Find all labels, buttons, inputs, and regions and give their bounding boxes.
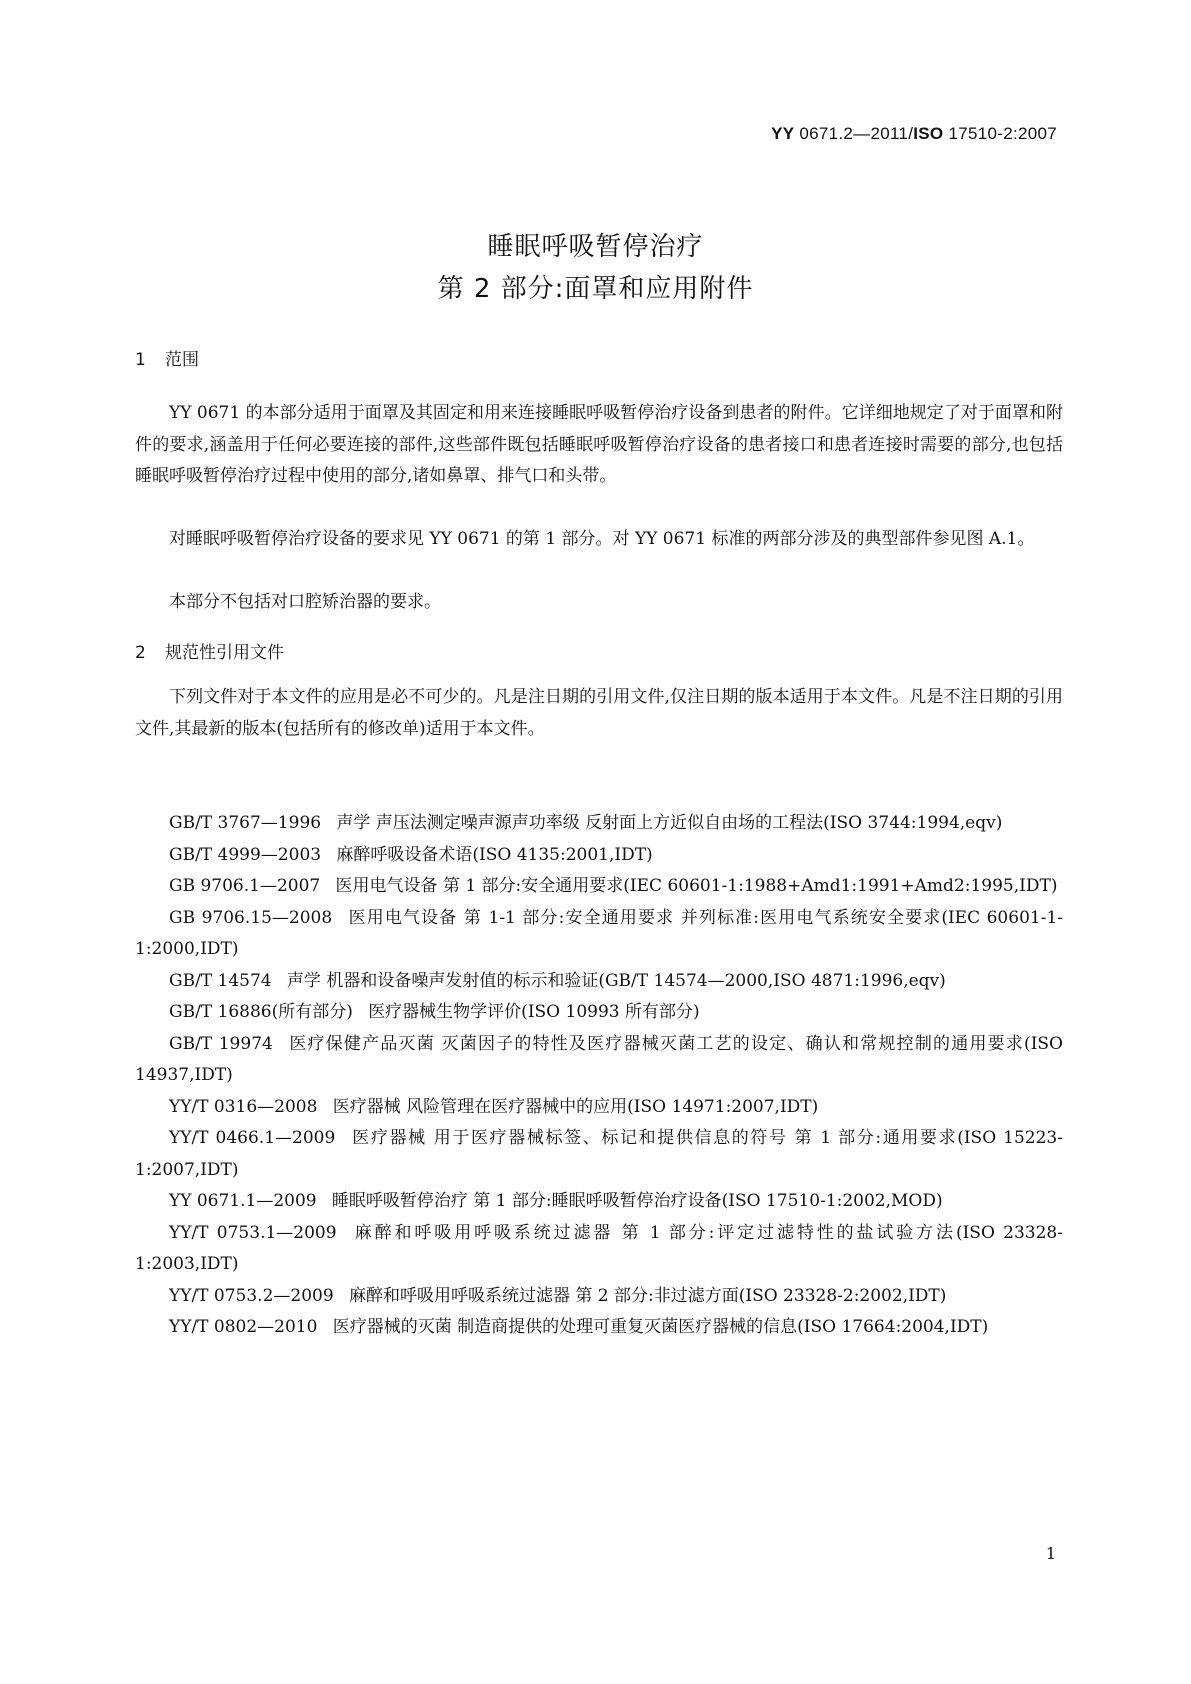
reference-item	[135, 903, 1063, 966]
standard-number: 0671.2—2011/	[794, 124, 914, 143]
reference-title: 麻醉呼吸设备术语(ISO 4135:2001,IDT)	[336, 844, 653, 865]
reference-item	[135, 1312, 1063, 1344]
section-2-number: 2	[135, 643, 146, 663]
scope-paragraph-3: 本部分不包括对口腔矫治器的要求。	[169, 592, 441, 612]
reference-title: 医疗器械 风险管理在医疗器械中的应用(ISO 14971:2007,IDT)	[332, 1096, 819, 1117]
reference-item	[135, 1123, 1063, 1186]
reference-code: GB 9706.1—2007	[169, 876, 321, 896]
reference-code: GB/T 19974	[169, 1033, 273, 1054]
reference-code: YY/T 0802—2010	[169, 1317, 318, 1337]
reference-title: 医用电气设备 第 1 部分:安全通用要求(IEC 60601-1:1988+Amd1:1991+Amd2:1995,IDT)	[335, 876, 1058, 896]
references-intro: 下列文件对于本文件的应用是必不可少的。凡是注日期的引用文件,仅注日期的版本适用于本文件。凡是不注日期的引用文件,其最新的版本(包括所有的修改单)适用于本文件。	[135, 687, 1063, 739]
reference-title: 声学 声压法测定噪声源声功率级 反射面上方近似自由场的工程法(ISO 3744:1994,eqv)	[336, 813, 1003, 833]
page-number: 1	[1045, 1544, 1056, 1563]
reference-title: 医疗器械生物学评价(ISO 10993 所有部分)	[368, 1002, 700, 1022]
reference-item	[135, 808, 1063, 840]
reference-code: YY/T 0753.1—2009	[169, 1222, 337, 1243]
section-2-heading	[135, 638, 284, 663]
reference-title: 睡眠呼吸暂停治疗 第 1 部分:睡眠呼吸暂停治疗设备(ISO 17510-1:2002,MOD)	[331, 1191, 943, 1211]
reference-code: YY/T 0316—2008	[169, 1096, 318, 1117]
reference-code: YY/T 0466.1—2009	[169, 1128, 336, 1148]
reference-item	[135, 871, 1063, 903]
section-2-title: 规范性引用文件	[165, 643, 284, 663]
reference-code: GB/T 14574	[169, 970, 272, 991]
reference-item	[135, 997, 1063, 1029]
reference-code: GB/T 4999—2003	[169, 844, 322, 865]
reference-item	[135, 1186, 1063, 1218]
section-1-heading	[135, 345, 199, 370]
scope-paragraph-2: 对睡眠呼吸暂停治疗设备的要求见 YY 0671 的第 1 部分。对 YY 0671 标准的两部分涉及的典型部件参见图 A.1。	[169, 529, 1035, 549]
normative-references-list	[135, 808, 1063, 1344]
standard-code-header	[771, 124, 1057, 144]
standard-prefix: YY	[771, 124, 795, 143]
title-line-2: 第 2 部分:面罩和应用附件	[437, 274, 754, 304]
reference-title: 麻醉和呼吸用呼吸系统过滤器 第 1 部分:评定过滤特性的盐试验方法(ISO 23328-1:2003,IDT)	[135, 1222, 1063, 1274]
reference-title: 医用电气设备 第 1-1 部分:安全通用要求 并列标准:医用电气系统安全要求(IEC 60601-1-1:2000,IDT)	[135, 907, 1063, 959]
reference-code: GB/T 16886(所有部分)	[169, 1002, 353, 1022]
reference-title: 声学 机器和设备噪声发射值的标示和验证(GB/T 14574—2000,ISO 4871:1996,eqv)	[286, 970, 946, 991]
iso-prefix: ISO	[913, 124, 944, 143]
reference-item	[135, 1092, 1063, 1124]
reference-title: 医疗器械的灭菌 制造商提供的处理可重复灭菌医疗器械的信息(ISO 17664:2004,IDT)	[332, 1317, 989, 1337]
reference-item	[135, 966, 1063, 998]
reference-item	[135, 840, 1063, 872]
reference-code: YY 0671.1—2009	[169, 1191, 317, 1211]
reference-title: 麻醉和呼吸用呼吸系统过滤器 第 2 部分:非过滤方面(ISO 23328-2:2002,IDT)	[348, 1285, 947, 1306]
reference-code: GB 9706.15—2008	[169, 907, 333, 928]
reference-title: 医疗保健产品灭菌 灭菌因子的特性及医疗器械灭菌工艺的设定、确认和常规控制的通用要求(ISO 14937,IDT)	[135, 1033, 1063, 1085]
section-1-number: 1	[135, 350, 146, 370]
reference-item	[135, 1218, 1063, 1281]
section-1-title: 范围	[165, 350, 199, 370]
reference-code: YY/T 0753.2—2009	[169, 1285, 334, 1306]
reference-item	[135, 1281, 1063, 1313]
reference-title: 医疗器械 用于医疗器械标签、标记和提供信息的符号 第 1 部分:通用要求(ISO 15223-1:2007,IDT)	[135, 1128, 1063, 1180]
document-title	[0, 226, 1191, 310]
reference-code: GB/T 3767—1996	[169, 813, 322, 833]
reference-item	[135, 1029, 1063, 1092]
iso-number: 17510-2:2007	[943, 124, 1057, 143]
title-line-1: 睡眠呼吸暂停治疗	[487, 232, 704, 262]
scope-paragraph-1: YY 0671 的本部分适用于面罩及其固定和用来连接睡眠呼吸暂停治疗设备到患者的附件。它详细地规定了对于面罩和附件的要求,涵盖用于任何必要连接的部件,这些部件既包括睡眠呼吸暂停治疗设备的患者接口和患者连接时需要的部分,也包括睡眠呼吸暂停治疗过程中使用的部分,诸如鼻罩、排气口和头带。	[135, 403, 1063, 486]
